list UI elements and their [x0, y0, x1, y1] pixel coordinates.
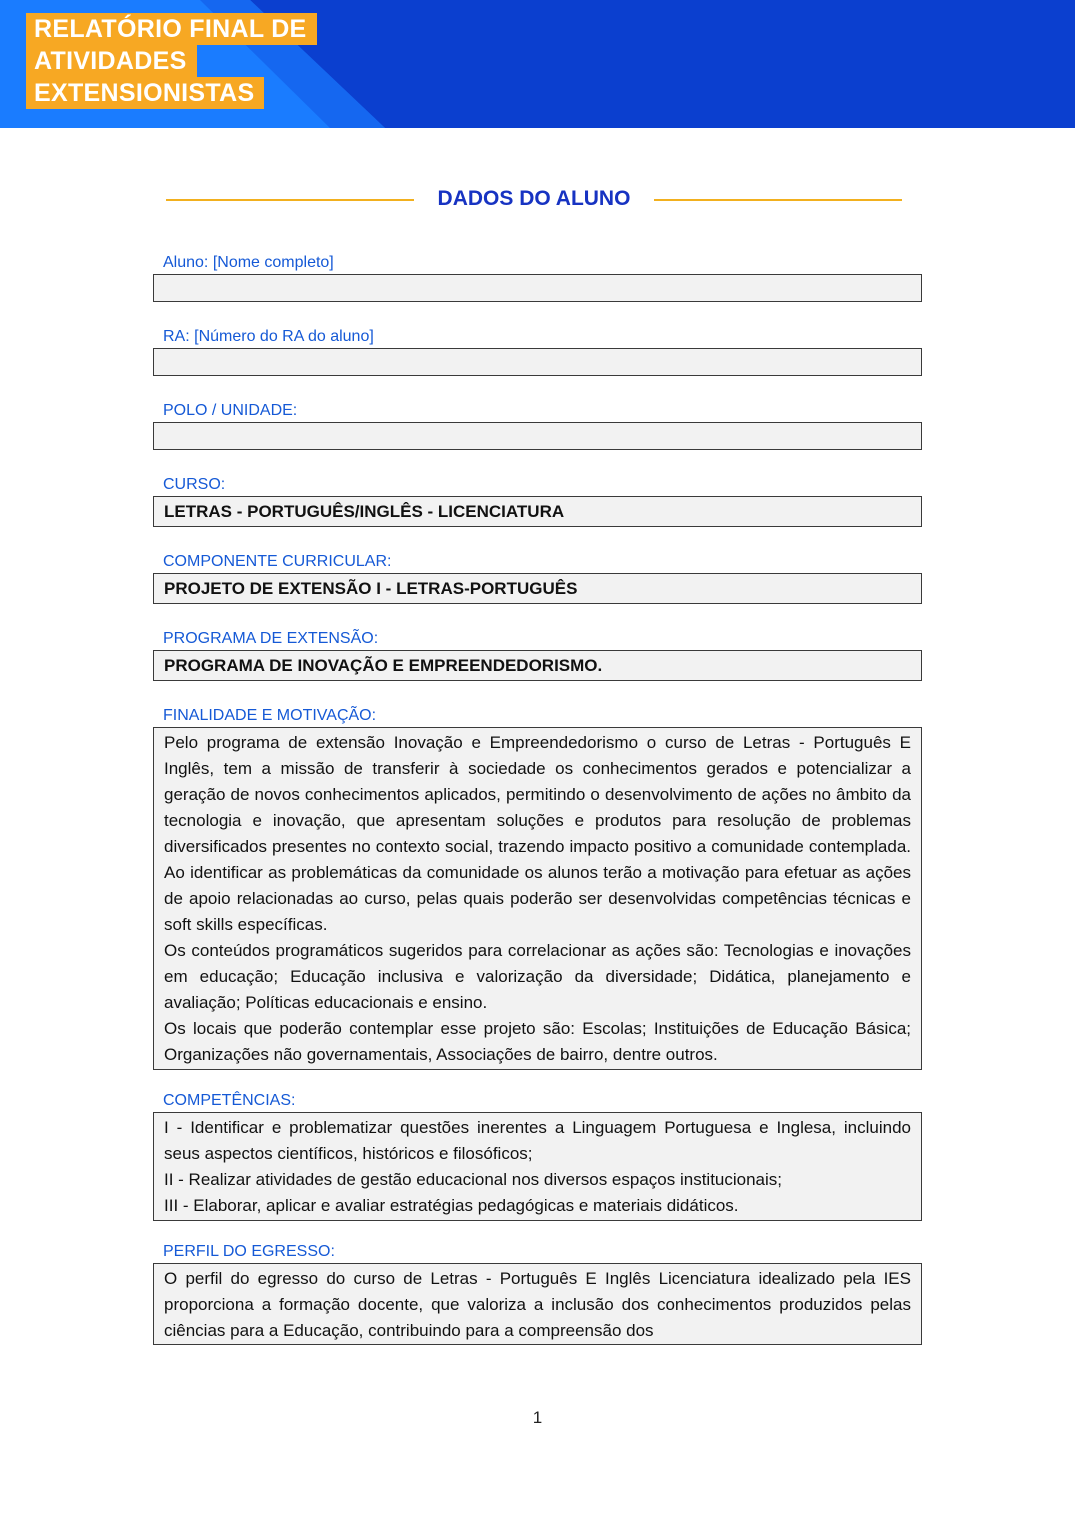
section-divider-right	[654, 199, 902, 201]
finalidade-paragraph: Os locais que poderão contemplar esse projeto são: Escolas; Instituições de Educação Básica; Organizações não governamentais, Associações de bairro, dentre outros.	[164, 1019, 911, 1064]
section-header	[166, 184, 902, 214]
componente-field[interactable]: PROJETO DE EXTENSÃO I - LETRAS-PORTUGUÊS	[153, 573, 922, 604]
finalidade-field[interactable]	[153, 727, 922, 1070]
competencia-item: II - Realizar atividades de gestão educacional nos diversos espaços institucionais;	[164, 1170, 783, 1189]
aluno-field[interactable]	[153, 274, 922, 302]
programa-label: PROGRAMA DE EXTENSÃO:	[163, 630, 379, 647]
programa-field[interactable]: PROGRAMA DE INOVAÇÃO E EMPREENDEDORISMO.	[153, 650, 922, 681]
finalidade-paragraph: Os conteúdos programáticos sugeridos para correlacionar as ações são: Tecnologias e inovações em educação; Educação inclusiva e valorização da diversidade; Didática, planejamento e avaliação; Políticas educacionais e ensino.	[164, 941, 911, 1012]
aluno-label: Aluno: [Nome completo]	[163, 254, 334, 271]
report-title	[26, 13, 317, 109]
competencia-item: III - Elaborar, aplicar e avaliar estratégias pedagógicas e materiais didáticos.	[164, 1196, 739, 1215]
finalidade-label: FINALIDADE E MOTIVAÇÃO:	[163, 707, 377, 724]
finalidade-paragraph: Pelo programa de extensão Inovação e Empreendedorismo o curso de Letras - Português E Inglês, tem a missão de transferir à sociedade os conhecimentos gerados e potencializar a geração de novos conhecimentos aplicados, permitindo o desenvolvimento de ações no âmbito da tecnologia e inovação, que apresentam soluções e produtos para resolução de problemas diversificados presentes no contexto social, trazendo impacto positivo a comunidade contemplada. Ao identificar as problemáticas da comunidade os alunos terão a motivação para efetuar as ações de apoio relacionadas ao curso, pelas quais poderão ser desenvolvidas competências técnicas e soft skills específicas.	[164, 733, 911, 934]
competencias-label: COMPETÊNCIAS:	[163, 1092, 296, 1109]
student-data-form	[153, 252, 922, 1345]
curso-label: CURSO:	[163, 476, 226, 493]
polo-label: POLO / UNIDADE:	[163, 402, 298, 419]
competencia-item: I - Identificar e problematizar questões inerentes a Linguagem Portuguesa e Inglesa, incluindo seus aspectos científicos, históricos e filosóficos;	[164, 1118, 911, 1163]
perfil-field[interactable]	[153, 1263, 922, 1345]
polo-field[interactable]	[153, 422, 922, 450]
page-number: 1	[532, 1408, 543, 1427]
section-divider-left	[166, 199, 414, 201]
componente-label: COMPONENTE CURRICULAR:	[163, 553, 392, 570]
section-title: DADOS DO ALUNO	[437, 187, 631, 210]
competencias-field[interactable]	[153, 1112, 922, 1221]
report-title-line: RELATÓRIO FINAL DE	[26, 13, 317, 45]
perfil-text: O perfil do egresso do curso de Letras - Português E Inglês Licenciatura idealizado pela IES proporciona a formação docente, que valoriza a inclusão dos conhecimentos produzidos pelas ciências para a Educação, contribuindo para a compreensão dos	[164, 1269, 911, 1340]
ra-field[interactable]	[153, 348, 922, 376]
report-title-line: ATIVIDADES	[26, 45, 197, 77]
header-banner	[0, 0, 1075, 128]
report-title-line: EXTENSIONISTAS	[26, 77, 264, 109]
perfil-label: PERFIL DO EGRESSO:	[163, 1243, 335, 1260]
ra-label: RA: [Número do RA do aluno]	[163, 328, 374, 345]
curso-field[interactable]: LETRAS - PORTUGUÊS/INGLÊS - LICENCIATURA	[153, 496, 922, 527]
